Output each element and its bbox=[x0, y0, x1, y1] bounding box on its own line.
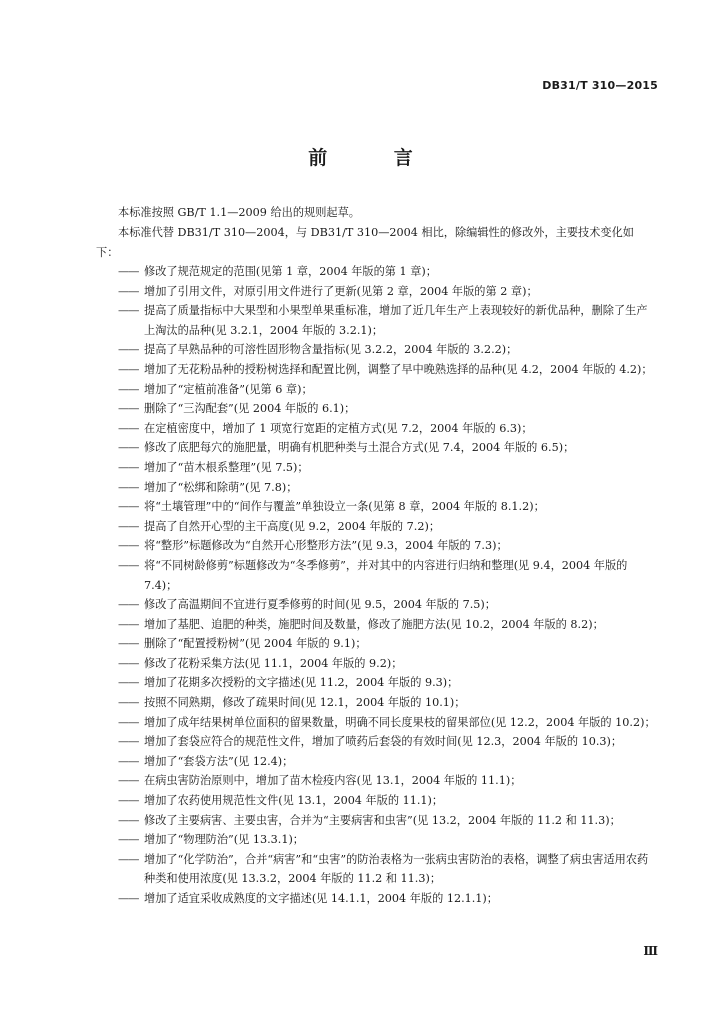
list-item-text: 增加了“套袋方法”(见 12.4)； bbox=[144, 754, 294, 768]
list-item-text: 修改了花粉采集方法(见 11.1，2004 年版的 9.2)； bbox=[144, 656, 403, 670]
list-dash: —— bbox=[118, 460, 139, 474]
list-item-text: 按照不同熟期，修改了疏果时间(见 12.1，2004 年版的 10.1)； bbox=[144, 696, 466, 710]
list-item-text: 增加了花期多次授粉的文字描述(见 11.2，2004 年版的 9.3)； bbox=[144, 676, 459, 690]
list-item bbox=[118, 458, 658, 478]
list-dash: —— bbox=[118, 265, 139, 278]
change-list bbox=[118, 262, 658, 909]
list-item-text: 增加了“化学防治”，合并“病害”和“虫害”的防治表格为一张病虫害防治的表格，调整了病虫害适用农药种类和使用浓度(见 13.3.2，2004 年版的 11.2 和 11.3)； bbox=[144, 852, 649, 886]
list-item bbox=[118, 478, 658, 498]
list-dash: —— bbox=[118, 362, 139, 376]
list-item bbox=[118, 811, 658, 831]
list-item-text: 增加了“松绑和除萌”(见 7.8)； bbox=[144, 480, 298, 494]
list-item-text: 删除了“配置授粉树”(见 2004 年版的 9.1)； bbox=[144, 637, 367, 651]
list-item-text: 修改了规范规定的范围(见第 1 章，2004 年版的第 1 章)； bbox=[144, 265, 437, 278]
list-item-text: 修改了底肥每穴的施肥量，明确有机肥种类与土混合方式(见 7.4，2004 年版的 6.5)； bbox=[144, 441, 575, 455]
list-item-text: 增加了“定植前准备”(见第 6 章)； bbox=[144, 382, 313, 396]
list-item-text: 增加了“苗木根系整理”(见 7.5)； bbox=[144, 460, 309, 474]
document-code: DB31/T 310—2015 bbox=[542, 79, 658, 92]
list-item-text: 增加了引用文件，对原引用文件进行了更新(见第 2 章，2004 年版的第 2 章)； bbox=[144, 284, 538, 298]
list-dash: —— bbox=[118, 519, 139, 533]
list-item-text: 将“土壤管理”中的“间作与覆盖”单独设立一条(见第 8 章，2004 年版的 8.1.2)； bbox=[144, 500, 545, 514]
list-dash: —— bbox=[118, 382, 139, 396]
list-item-text: 修改了主要病害、主要虫害，合并为“主要病害和虫害”(见 13.2，2004 年版的 11.2 和 11.3)； bbox=[144, 813, 621, 827]
list-dash: —— bbox=[118, 774, 139, 788]
list-dash: —— bbox=[118, 892, 139, 905]
intro-paragraph: 本标准按照 GB/T 1.1—2009 给出的规则起草。 bbox=[118, 206, 360, 219]
list-item bbox=[118, 673, 658, 693]
list-item-text: 修改了高温期间不宜进行夏季修剪的时间(见 9.5，2004 年版的 7.5)； bbox=[144, 598, 496, 612]
list-item bbox=[118, 438, 658, 458]
list-item bbox=[118, 262, 658, 282]
list-item bbox=[118, 752, 658, 772]
list-item-text: 将“整形”标题修改为“自然开心形整形方法”(见 9.3，2004 年版的 7.3)； bbox=[144, 539, 508, 553]
list-item-text: 提高了质量指标中大果型和小果型单果重标准，增加了近几年生产上表现较好的新优品种，删除了生产上淘汰的品种(见 3.2.1，2004 年版的 3.2.1)； bbox=[144, 304, 648, 337]
list-dash: —— bbox=[118, 304, 139, 318]
list-dash: —— bbox=[118, 539, 139, 553]
list-dash: —— bbox=[118, 676, 139, 690]
list-dash: —— bbox=[118, 637, 139, 651]
list-dash: —— bbox=[118, 813, 139, 827]
list-item bbox=[118, 791, 658, 811]
list-item bbox=[118, 380, 658, 400]
list-item-text: 增加了农药使用规范性文件(见 13.1，2004 年版的 11.1)； bbox=[144, 794, 444, 808]
list-dash: —— bbox=[118, 735, 139, 749]
list-dash: —— bbox=[118, 656, 139, 670]
page-title: 前 言 bbox=[308, 147, 443, 169]
list-item bbox=[118, 556, 658, 595]
list-item bbox=[118, 634, 658, 654]
list-dash: —— bbox=[118, 343, 139, 357]
list-item-text: 提高了自然开心型的主干高度(见 9.2，2004 年版的 7.2)； bbox=[144, 519, 441, 533]
list-item-text: 在病虫害防治原则中，增加了苗木检疫内容(见 13.1，2004 年版的 11.1)； bbox=[144, 774, 522, 788]
list-item bbox=[118, 713, 658, 733]
intro-section bbox=[96, 203, 656, 263]
list-dash: —— bbox=[118, 696, 139, 710]
list-item-text: 增加了基肥、追肥的种类，施肥时间及数量，修改了施肥方法(见 10.2，2004 年版的 8.2)； bbox=[144, 617, 604, 631]
list-item bbox=[118, 517, 658, 537]
list-item bbox=[118, 595, 658, 615]
list-dash: —— bbox=[118, 558, 139, 572]
list-item bbox=[118, 360, 658, 380]
list-item bbox=[118, 399, 658, 419]
list-dash: —— bbox=[118, 794, 139, 808]
list-item-text: 增加了无花粉品种的授粉树选择和配置比例，调整了早中晚熟选择的品种(见 4.2，2004 年版的 4.2)； bbox=[144, 362, 653, 376]
list-item bbox=[118, 771, 658, 791]
list-item-text: 在定植密度中，增加了 1 项宽行宽距的定植方式(见 7.2，2004 年版的 6.3)； bbox=[144, 421, 533, 435]
list-dash: —— bbox=[118, 598, 139, 612]
list-item bbox=[118, 654, 658, 674]
list-dash: —— bbox=[118, 284, 139, 298]
list-item bbox=[118, 536, 658, 556]
list-item-text: 增加了套袋应符合的规范性文件，增加了喷药后套袋的有效时间(见 12.3，2004 年版的 10.3)； bbox=[144, 735, 623, 749]
list-item-text: 增加了成年结果树单位面积的留果数量，明确不同长度果枝的留果部位(见 12.2，2004 年版的 10.2)； bbox=[144, 715, 656, 729]
list-item bbox=[118, 850, 658, 889]
list-item bbox=[118, 693, 658, 713]
list-item-text: 删除了“三沟配套”(见 2004 年版的 6.1)； bbox=[144, 402, 356, 416]
list-dash: —— bbox=[118, 852, 139, 866]
list-dash: —— bbox=[118, 480, 139, 494]
intro-paragraph: 本标准代替 DB31/T 310—2004，与 DB31/T 310—2004 相比，除编辑性的修改外，主要技术变化如下： bbox=[96, 226, 634, 259]
list-item bbox=[118, 732, 658, 752]
list-item bbox=[118, 419, 658, 439]
list-item bbox=[118, 497, 658, 517]
list-dash: —— bbox=[118, 833, 139, 847]
list-dash: —— bbox=[118, 754, 139, 768]
list-item bbox=[118, 301, 658, 340]
list-item bbox=[118, 340, 658, 360]
list-item-text: 将“不同树龄修剪”标题修改为“冬季修剪”，并对其中的内容进行归纳和整理(见 9.4，2004 年版的 7.4)； bbox=[144, 558, 628, 592]
list-dash: —— bbox=[118, 441, 139, 455]
list-item-text: 增加了“物理防治”(见 13.3.1)； bbox=[144, 833, 304, 847]
list-item bbox=[118, 889, 658, 909]
list-item bbox=[118, 830, 658, 850]
list-dash: —— bbox=[118, 402, 139, 416]
list-dash: —— bbox=[118, 500, 139, 514]
list-item-text: 增加了适宜采收成熟度的文字描述(见 14.1.1，2004 年版的 12.1.1)； bbox=[144, 892, 498, 905]
page-number: Ⅲ bbox=[643, 944, 658, 958]
list-item bbox=[118, 615, 658, 635]
list-dash: —— bbox=[118, 715, 139, 729]
list-item bbox=[118, 282, 658, 302]
list-dash: —— bbox=[118, 421, 139, 435]
list-dash: —— bbox=[118, 617, 139, 631]
list-item-text: 提高了早熟品种的可溶性固形物含量指标(见 3.2.2，2004 年版的 3.2.2)； bbox=[144, 343, 518, 357]
